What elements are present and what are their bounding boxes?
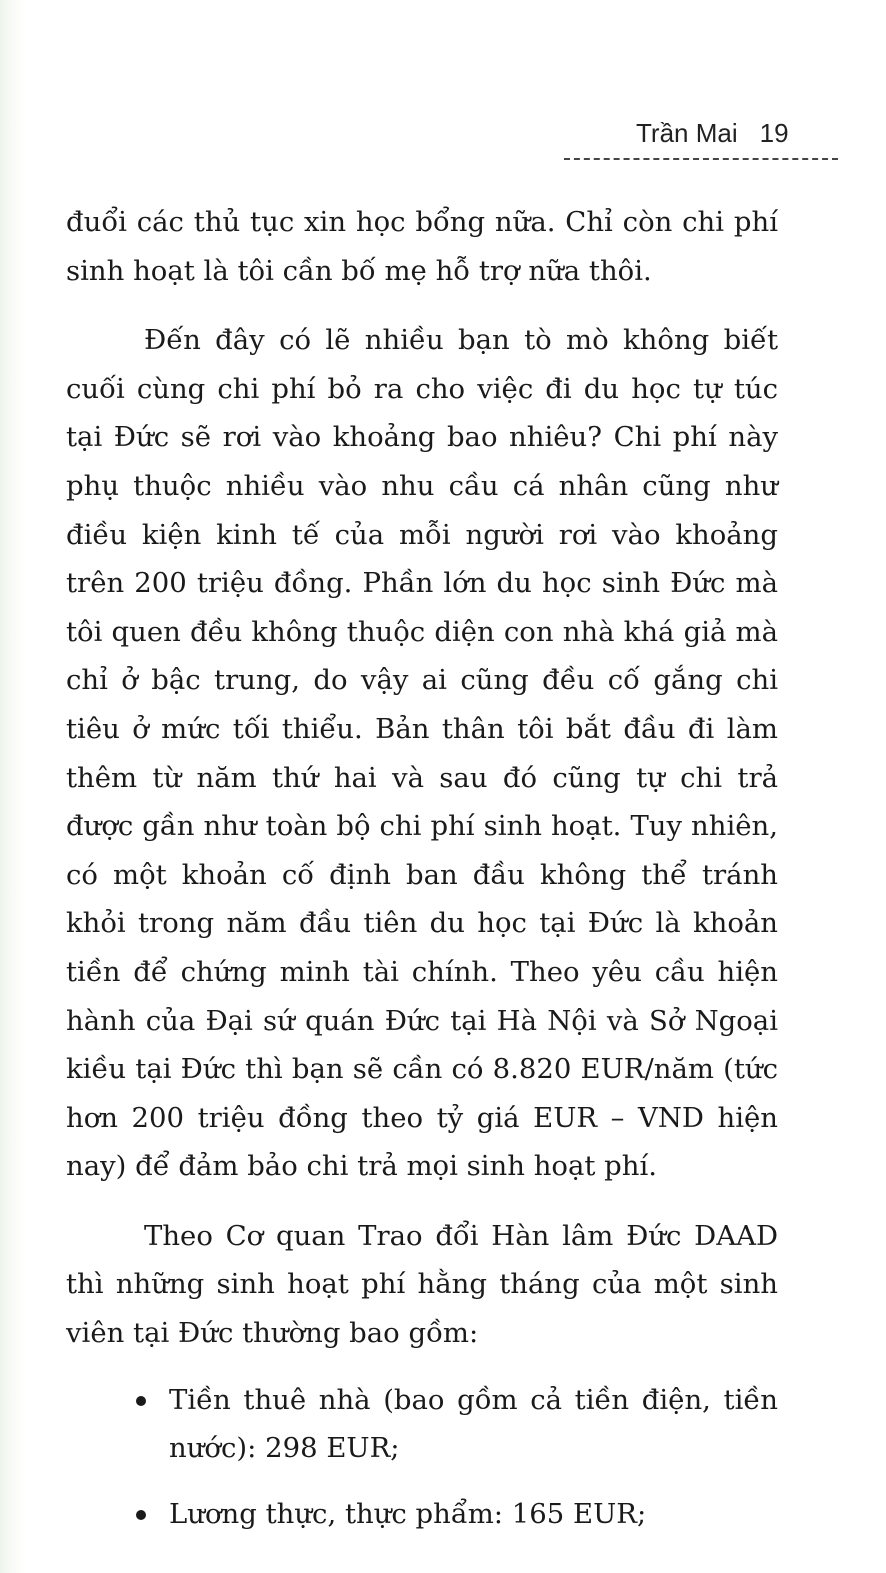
list-item: [66, 1376, 778, 1473]
paragraph-cost-overview: Đến đây có lẽ nhiều bạn tò mò không biết cuối cùng chi phí bỏ ra cho việc đi du học tự túc tại Đức sẽ rơi vào khoảng bao nhiêu? Chi phí này phụ thuộc nhiều vào nhu cầu cá nhân cũng như điều kiện kinh tế của mỗi người rơi vào khoảng trên 200 triệu đồng. Phần lớn du học sinh Đức mà tôi quen đều không thuộc diện con nhà khá giả mà chỉ ở bậc trung, do vậy ai cũng đều cố gắng chi tiêu ở mức tối thiểu. Bản thân tôi bắt đầu đi làm thêm từ năm thứ hai và sau đó cũng tự chi trả được gần như toàn bộ chi phí sinh hoạt. Tuy nhiên, có một khoản cố định ban đầu không thể tránh khỏi trong năm đầu tiên du học tại Đức là khoản tiền để chứng minh tài chính. Theo yêu cầu hiện hành của Đại sứ quán Đức tại Hà Nội và Sở Ngoại kiều tại Đức thì bạn sẽ cần có 8.820 EUR/năm (tức hơn 200 triệu đồng theo tỷ giá EUR – VND hiện nay) để đảm bảo chi trả mọi sinh hoạt phí.: [66, 324, 778, 1183]
list-item-text: Lương thực, thực phẩm: 165 EUR;: [169, 1497, 647, 1530]
header-author: Trần Mai: [636, 118, 738, 148]
page-number: 19: [759, 118, 789, 148]
list-item-text: Tiền thuê nhà (bao gồm cả tiền điện, tiền nước): 298 EUR;: [169, 1383, 778, 1465]
running-header: [560, 118, 840, 168]
paragraph-continued: đuổi các thủ tục xin học bổng nữa. Chỉ còn chi phí sinh hoạt là tôi cần bố mẹ hỗ trợ nữa thôi.: [66, 206, 778, 287]
bullet-icon: [136, 1396, 146, 1406]
header-text: [636, 118, 789, 149]
body-text: [66, 198, 778, 1538]
header-dashed-rule: [564, 158, 838, 160]
bullet-icon: [136, 1510, 146, 1520]
paragraph-daad-intro: Theo Cơ quan Trao đổi Hàn lâm Đức DAAD thì những sinh hoạt phí hằng tháng của một sinh viên tại Đức thường bao gồm:: [66, 1219, 778, 1350]
list-item: [66, 1490, 778, 1539]
expense-list: [66, 1376, 778, 1539]
